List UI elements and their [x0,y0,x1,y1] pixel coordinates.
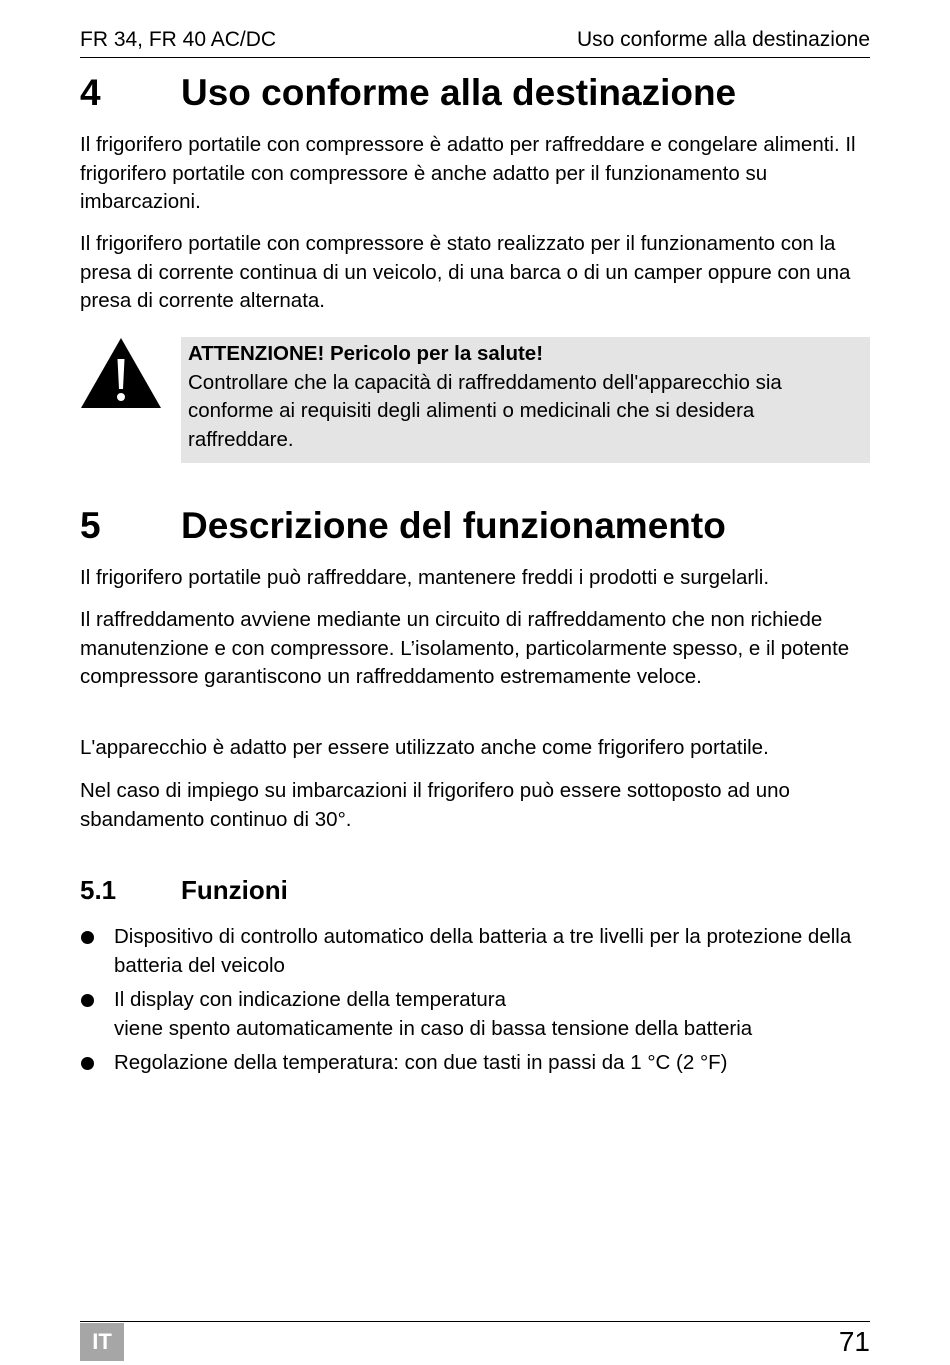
section-5-paragraph-1: Il frigorifero portatile può raffreddare, mantenere freddi i prodotti e surgelarli. [80,566,770,589]
warning-box [181,337,870,463]
warning-content [188,340,864,454]
page-header [80,26,870,58]
section-5-1-heading [80,874,288,906]
bullet-icon [81,931,94,944]
section-4-title: Uso conforme alla destinazione [181,72,737,113]
page-number: 71 [838,1326,870,1357]
section-5-title: Descrizione del funzionamento [181,505,726,546]
warning-text: Controllare che la capacità di raffreddamento dell'apparecchio sia conforme ai requisiti degli alimenti o medicinali che si desidera raffreddare. [188,370,782,451]
list-item [80,1049,870,1078]
section-4-paragraph-1: Il frigorifero portatile con compressore è adatto per raffreddare e congelare alimenti. Il frigorifero portatile con compressore è anche adatto per il funzionamento su imbarcazioni. [80,133,856,213]
language-badge: IT [80,1323,124,1361]
footer-divider [80,1321,870,1322]
section-5-paragraph-2: Il raffreddamento avviene mediante un circuito di raffreddamento che non richiede manutenzione e con compressore. L’isolamento, particolarmente spesso, e il potente compressore garantiscono un raffreddamento estremamente veloce. [80,608,850,688]
list-item [80,923,870,980]
list-item [80,986,870,1043]
section-4-heading [80,71,736,115]
bullet-icon [81,994,94,1007]
header-product: FR 34, FR 40 AC/DC [80,28,277,51]
warning-triangle-icon [80,337,162,409]
section-4-paragraph-2: Il frigorifero portatile con compressore è stato realizzato per il funzionamento con la presa di corrente continua di un veicolo, di una barca o di un camper oppure con una presa di corrente alternata. [80,232,851,312]
list-item-text: Regolazione della temperatura: con due tasti in passi da 1 °C (2 °F) [114,1051,728,1074]
list-item-text: Dispositivo di controllo automatico della batteria a tre livelli per la protezione della batteria del veicolo [114,925,852,977]
section-5-number: 5 [80,505,101,546]
bullet-icon [81,1057,94,1070]
section-5-1-title: Funzioni [181,875,288,905]
section-5-paragraph-3: L'apparecchio è adatto per essere utilizzato anche come frigorifero portatile. [80,736,769,759]
features-list [80,923,870,1084]
section-5-1-number: 5.1 [80,875,117,905]
warning-title: ATTENZIONE! Pericolo per la salute! [188,342,544,365]
section-5-paragraph-4: Nel caso di impiego su imbarcazioni il frigorifero può essere sottoposto ad uno sbandamento continuo di 30°. [80,779,790,831]
list-item-text: Il display con indicazione della temperatura [114,988,507,1011]
section-4-number: 4 [80,72,101,113]
list-item-text: viene spento automaticamente in caso di bassa tensione della batteria [114,1016,753,1040]
section-5-heading [80,504,726,548]
header-section: Uso conforme alla destinazione [577,28,870,51]
